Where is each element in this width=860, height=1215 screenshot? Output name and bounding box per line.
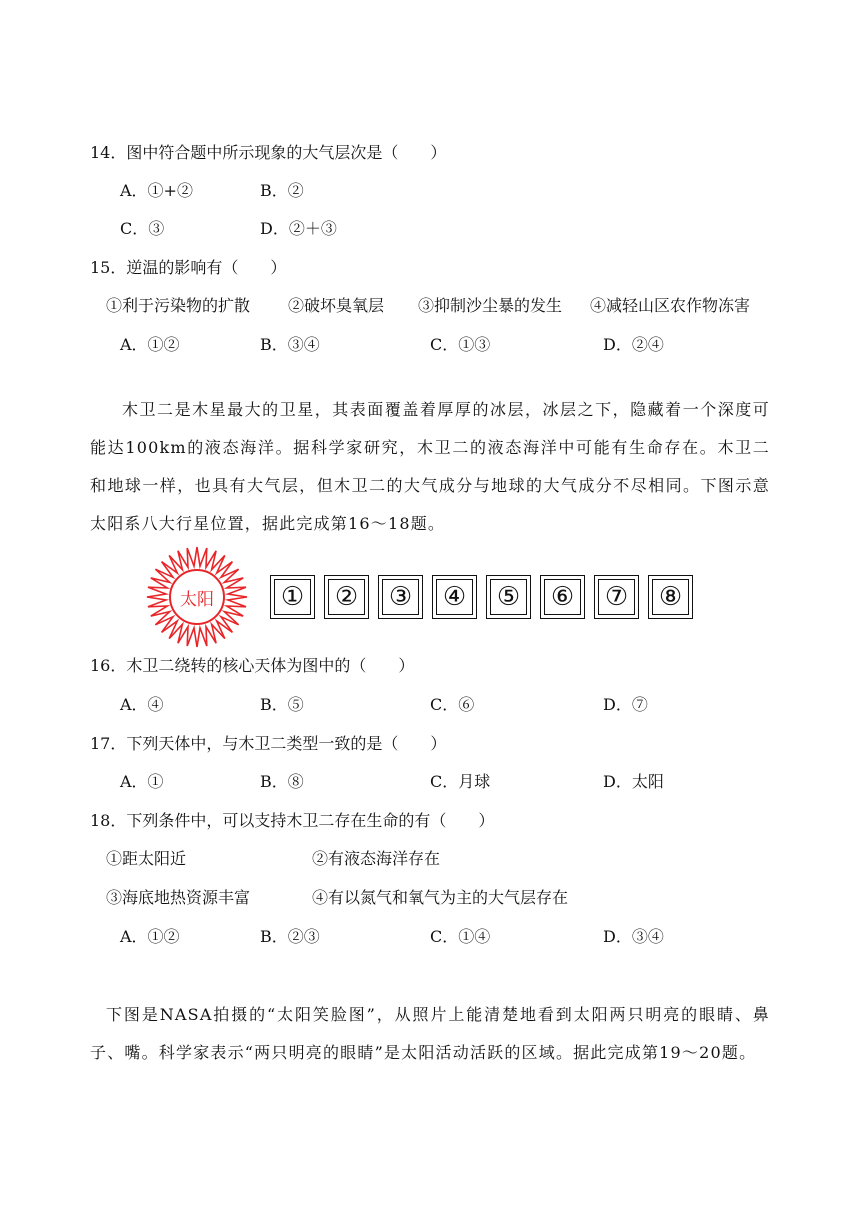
q14-option-d: D．②＋③ [260, 219, 337, 238]
planet-7-box: ⑦ [594, 575, 639, 619]
q15-option-d: D．②④ [603, 335, 664, 354]
q16-option-b: B．⑤ [260, 695, 304, 714]
planet-3-box: ③ [378, 575, 423, 619]
q14-option-b: B．② [260, 181, 304, 200]
q15-stem: 15．逆温的影响有（ ） [90, 258, 287, 277]
q17-option-c: C．月球 [430, 772, 491, 791]
sun-label: 太阳 [180, 589, 214, 610]
q16-option-a: A．④ [120, 695, 164, 714]
q14-option-a: A．①+② [120, 181, 193, 200]
q18-option-d: D．③④ [603, 927, 664, 946]
q14-stem: 14．图中符合题中所示现象的大气层次是（ ） [90, 143, 447, 162]
q18-item-2: ②有液态海洋存在 [312, 849, 441, 868]
q15-option-a: A．①② [120, 335, 180, 354]
q18-item-3: ③海底地热资源丰富 [106, 888, 251, 907]
q18-item-4: ④有以氮气和氧气为主的大气层存在 [312, 888, 569, 907]
q14-option-c: C．③ [120, 219, 165, 238]
passage-europa: 木卫二是木星最大的卫星，其表面覆盖着厚厚的冰层，冰层之下，隐藏着一个深度可能达100km的液态海洋。据科学家研究，木卫二的液态海洋中可能有生命存在。木卫二和地球一样，也具有大气层，但木卫二的大气成分与地球的大气成分不尽相同。下图示意太阳系八大行星位置，据此完成第16～18题。 [90, 400, 770, 533]
q16-option-c: C．⑥ [430, 695, 475, 714]
passage-sun-smile: 下图是NASA拍摄的“太阳笑脸图”，从照片上能清楚地看到太阳两只明亮的眼睛、鼻子、嘴。科学家表示“两只明亮的眼睛”是太阳活动活跃的区域。据此完成第19～20题。 [90, 1005, 770, 1062]
planet-row [270, 575, 693, 621]
q18-option-b: B．②③ [260, 927, 320, 946]
q18-option-a: A．①② [120, 927, 180, 946]
planet-4-box: ④ [432, 575, 477, 619]
q18-item-1: ①距太阳近 [106, 849, 187, 868]
planet-8-box: ⑧ [648, 575, 693, 619]
q18-option-c: C．①④ [430, 927, 491, 946]
q15-item-4: ④减轻山区农作物冻害 [590, 296, 751, 315]
q18-stem: 18．下列条件中，可以支持木卫二存在生命的有（ ） [90, 811, 495, 830]
planet-1-box: ① [270, 575, 315, 619]
planet-5-box: ⑤ [486, 575, 531, 619]
planet-2-box: ② [324, 575, 369, 619]
sun-figure [145, 545, 249, 649]
q16-option-d: D．⑦ [603, 695, 648, 714]
q17-option-b: B．⑧ [260, 772, 304, 791]
q17-option-a: A．① [120, 772, 164, 791]
q15-option-b: B．③④ [260, 335, 320, 354]
q16-stem: 16．木卫二绕转的核心天体为图中的（ ） [90, 656, 415, 675]
q17-stem: 17．下列天体中，与木卫二类型一致的是（ ） [90, 734, 447, 753]
q17-option-d: D．太阳 [603, 772, 664, 791]
q15-item-1: ①利于污染物的扩散 [106, 296, 251, 315]
q15-item-3: ③抑制沙尘暴的发生 [418, 296, 563, 315]
q15-item-2: ②破坏臭氧层 [288, 296, 385, 315]
q15-option-c: C．①③ [430, 335, 491, 354]
planet-6-box: ⑥ [540, 575, 585, 619]
